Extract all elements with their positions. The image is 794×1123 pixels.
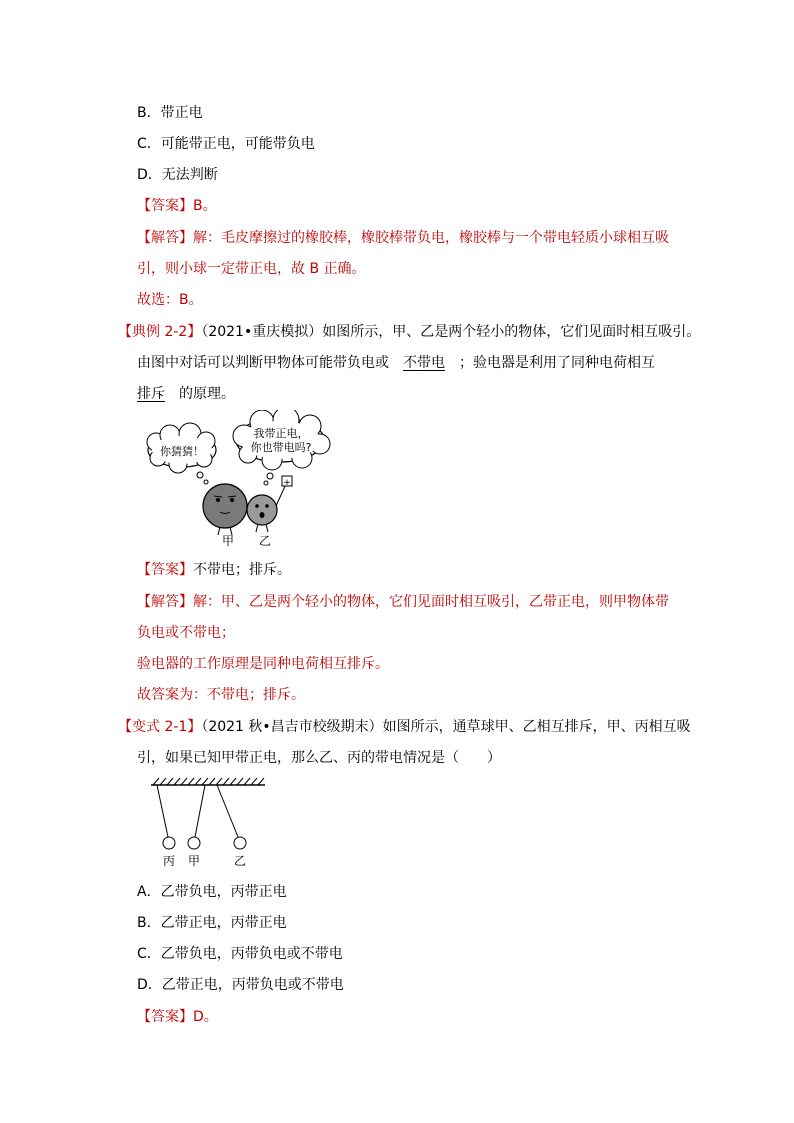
q3-answer-line	[137, 1007, 218, 1027]
q2-illustration	[140, 410, 340, 550]
q2-text: （2021•重庆模拟）如图所示，甲、乙是两个轻小的物体，它们见面时相互吸引。	[201, 324, 701, 340]
q3-text: （2021 秋•昌吉市校级期末）如图所示，通草球甲、乙相互排斥，甲、丙相互吸	[201, 719, 691, 735]
q2-analysis-line-1	[137, 592, 669, 612]
q2-line-2	[137, 353, 655, 373]
q2-tag: 【典例 2-2】	[118, 324, 202, 340]
q2-text-2a: 由图中对话可以判断甲物体可能带负电或	[137, 355, 389, 371]
ceiling-hatch	[151, 778, 265, 785]
answer-line	[137, 196, 217, 216]
q3-option-c: C．乙带负电，丙带负电或不带电	[137, 946, 343, 962]
q3-option-a: A．乙带负电，丙带正电	[137, 884, 287, 900]
q2-line-1	[118, 322, 700, 342]
q2-analysis-line-2: 负电或不带电；	[137, 625, 235, 641]
string-yi	[217, 785, 238, 837]
object-jia	[203, 484, 247, 535]
bubble-right-text-1: 我带正电，	[253, 427, 309, 440]
option-c: C．可能带正电，可能带负电	[137, 136, 315, 152]
label-jia: 甲	[221, 534, 235, 548]
q3-option-b: B．乙带正电，丙带正电	[137, 915, 287, 931]
q3-option-d: D．乙带正电，丙带负电或不带电	[137, 977, 344, 993]
ball-bing	[163, 837, 175, 849]
label-jia-ball: 甲	[187, 854, 201, 868]
q2-text-3: 的原理。	[179, 386, 235, 402]
analysis-line-1	[137, 228, 669, 248]
q2-final-answer: 故答案为：不带电；排斥。	[137, 687, 305, 703]
q3-answer-value: D。	[193, 1009, 218, 1025]
label-yi: 乙	[258, 534, 272, 548]
q2-analysis-line-3: 验电器的工作原理是同种电荷相互排斥。	[137, 656, 389, 672]
answer-tag: 【答案】	[137, 198, 193, 214]
option-d: D．无法判断	[137, 167, 218, 183]
bubble-right-text-2: 你也带电吗?	[250, 441, 312, 454]
label-bing: 丙	[162, 854, 176, 868]
q2-answer-tag: 【答案】	[137, 562, 193, 578]
analysis-line-2: 引，则小球一定带正电，故 B 正确。	[137, 261, 366, 277]
analysis-text: 解：毛皮摩擦过的橡胶棒，橡胶棒带负电，橡胶棒与一个带电轻质小球相互吸	[193, 230, 669, 246]
svg-text:+: +	[283, 478, 291, 488]
q2-line-3	[137, 384, 235, 404]
q2-answer-line	[137, 560, 291, 580]
speech-bubble-left	[147, 423, 216, 484]
q2-text-2b: ；验电器是利用了同种电荷相互	[459, 355, 655, 371]
q3-line-1	[118, 717, 691, 737]
q3-tag: 【变式 2-1】	[118, 719, 202, 735]
q2-analysis-tag: 【解答】	[137, 594, 193, 610]
blank-2: 排斥	[137, 386, 165, 402]
ball-jia	[188, 837, 200, 849]
string-bing	[157, 785, 168, 837]
bubble-left-text: 你猜猜！	[160, 445, 204, 458]
q3-illustration	[145, 775, 275, 870]
q2-analysis-text: 解：甲、乙是两个轻小的物体，它们见面时相互吸引，乙带正电，则甲物体带	[193, 594, 669, 610]
choose-line: 故选：B。	[137, 292, 203, 308]
q3-line-2: 引，如果已知甲带正电，那么乙、丙的带电情况是（ ）	[137, 750, 501, 766]
ball-yi	[234, 837, 246, 849]
object-yi	[247, 476, 292, 532]
blank-1: 不带电	[403, 355, 445, 371]
string-jia	[195, 785, 205, 837]
q2-answer-value: 不带电；排斥。	[193, 562, 291, 578]
q3-answer-tag: 【答案】	[137, 1009, 193, 1025]
option-b: B．带正电	[137, 105, 203, 121]
speech-bubble-right	[233, 410, 330, 485]
label-yi-ball: 乙	[233, 854, 247, 868]
analysis-tag: 【解答】	[137, 230, 193, 246]
answer-value: B。	[193, 198, 217, 214]
